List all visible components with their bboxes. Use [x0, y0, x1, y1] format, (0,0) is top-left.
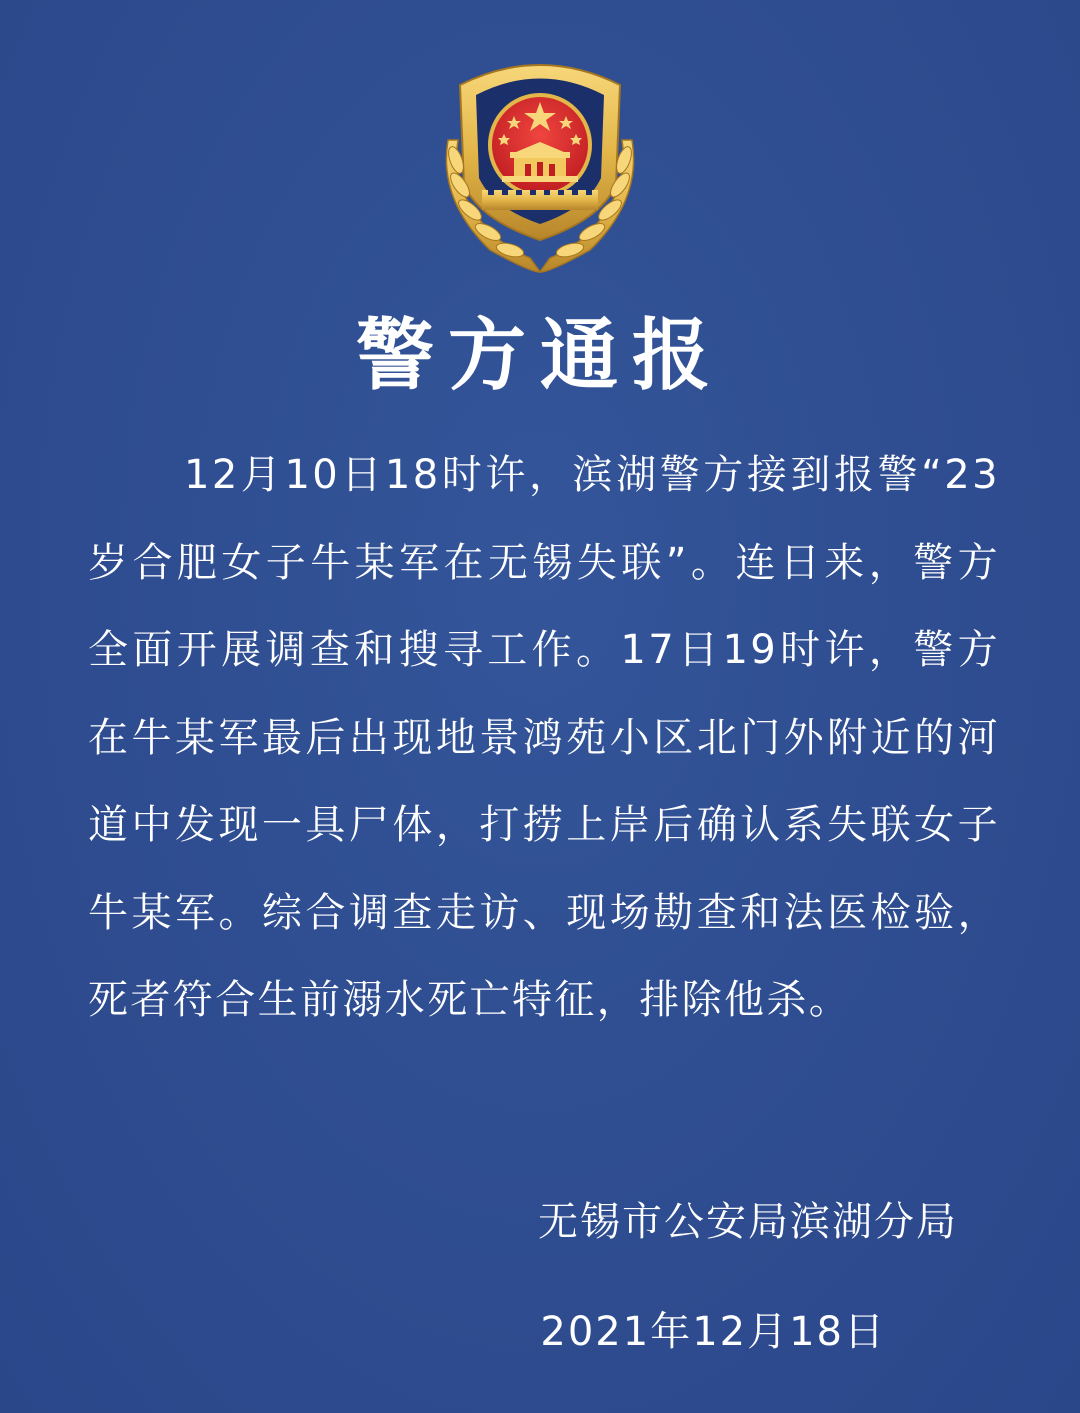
notice-title: 警方通报	[355, 311, 724, 401]
issuer-signature: 无锡市公安局滨湖分局	[538, 1199, 958, 1245]
notice-date: 2021年12月18日	[540, 1309, 886, 1355]
police-emblem-icon	[430, 50, 650, 275]
notice-body: 12月10日18时许，滨湖警方接到报警“23岁合肥女子牛某军在无锡失联”。连日来，警方全面开展调查和搜寻工作。17日19时许，警方在牛某军最后出现地景鸿苑小区北门外附近的河道中发现一具尸体，打捞上岸后确认系失联女子牛某军。综合调查走访、现场勘查和法医检验，死者符合生前溺水死亡特征，排除他杀。	[88, 452, 1000, 1023]
